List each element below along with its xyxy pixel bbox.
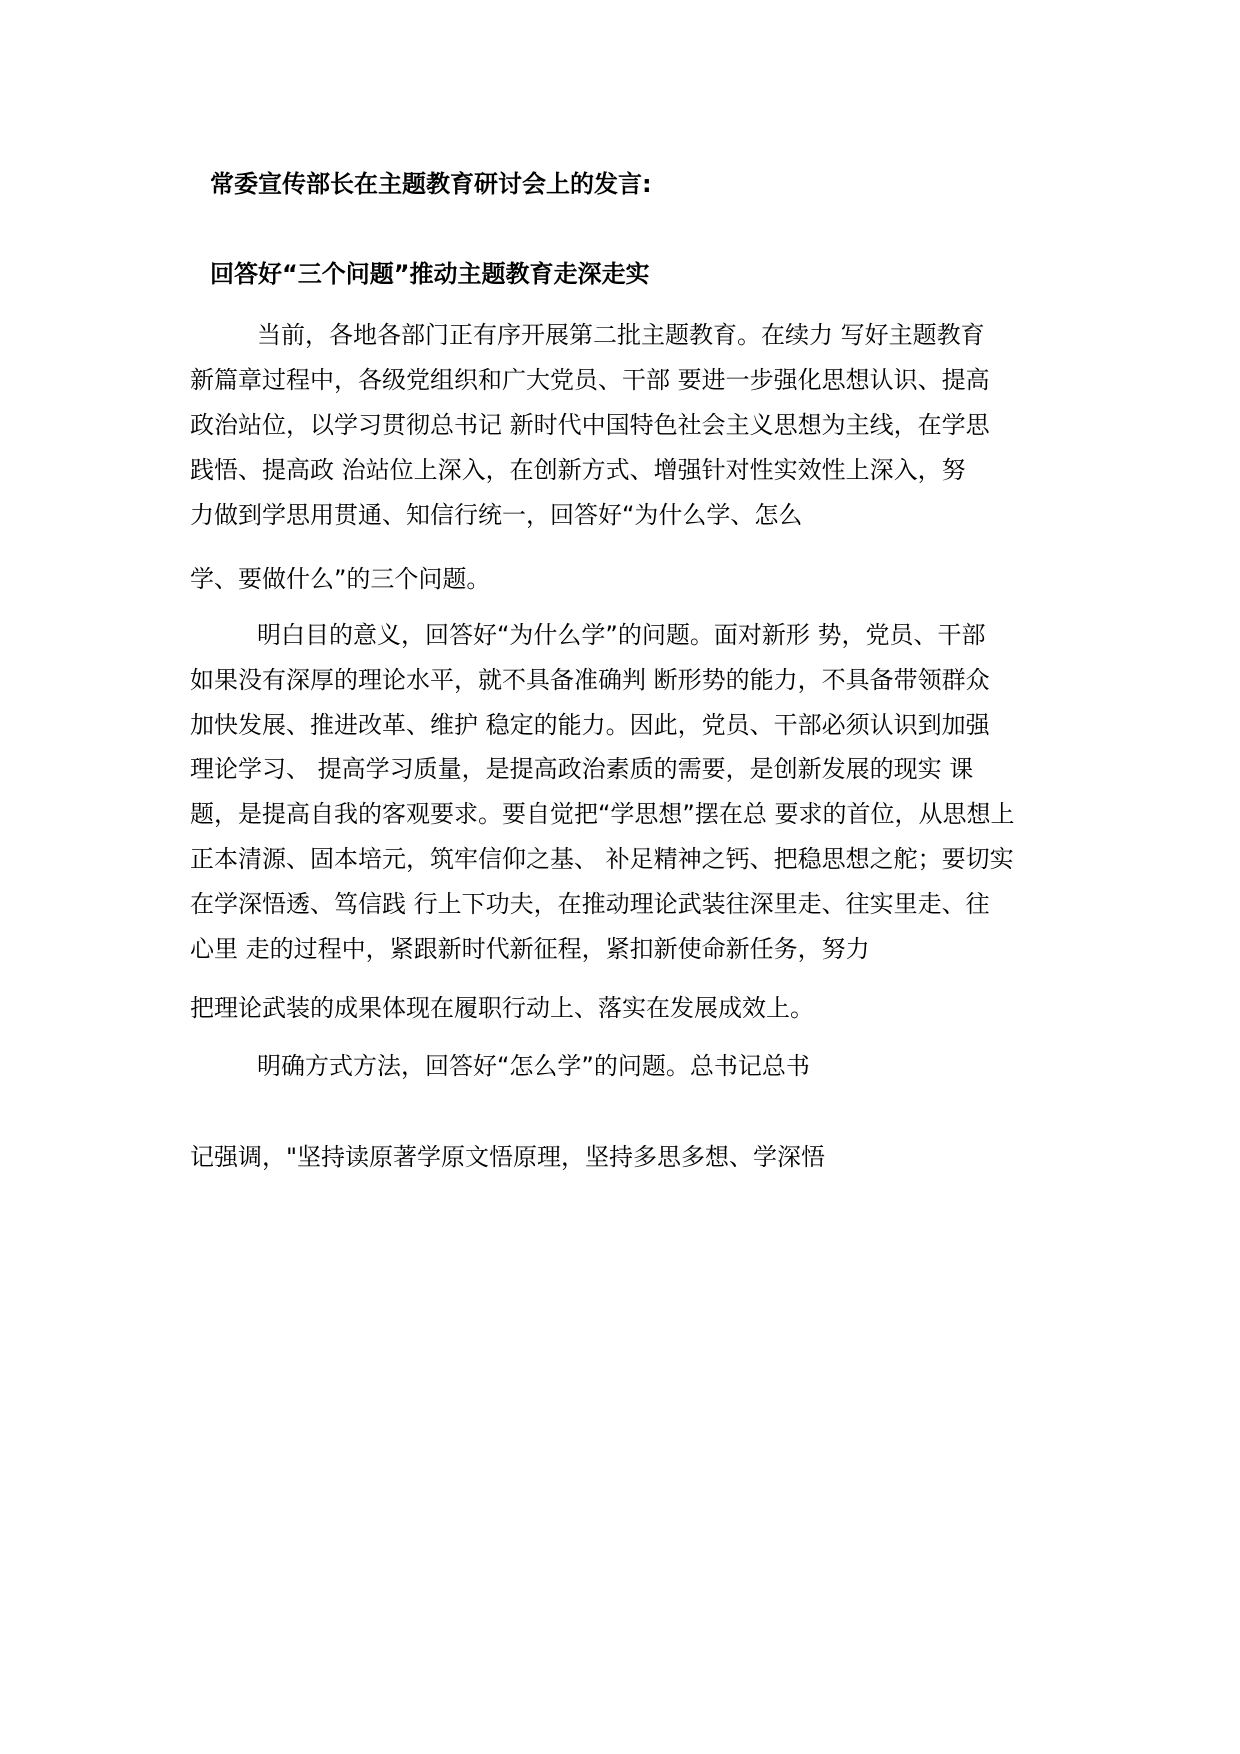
paragraph-2-line-3: 加快发展、推进改革、维护 稳定的能力。因此，党员、干部必须认识到加强 <box>190 711 990 739</box>
document-heading-speech-title: 常委宣传部长在主题教育研讨会上的发言: <box>210 170 652 198</box>
paragraph-2-line-7: 在学深悟透、笃信践 行上下功夫，在推动理论武装往深里走、往实里走、往 <box>190 890 990 918</box>
paragraph-2-line-6: 正本清源、固本培元，筑牢信仰之基、 补足精神之钙、把稳思想之舵；要切实 <box>190 845 1014 873</box>
paragraph-1-line-1: 当前，各地各部门正有序开展第二批主题教育。在续力 写好主题教育 <box>257 321 985 349</box>
paragraph-1-line-5: 力做到学思用贯通、知信行统一，回答好“为什么学、怎么 <box>190 501 803 529</box>
paragraph-2-line-8: 心里 走的过程中，紧跟新时代新征程，紧扣新使命新任务，努力 <box>190 935 870 963</box>
paragraph-2-line-1: 明白目的意义，回答好“为什么学”的问题。面对新形 势，党员、干部 <box>257 621 986 649</box>
paragraph-2-line-4: 理论学习、 提高学习质量，是提高政治素质的需要，是创新发展的现实 课 <box>190 755 974 783</box>
paragraph-1-line-6: 学、要做什么”的三个问题。 <box>190 565 491 593</box>
paragraph-1-line-3: 政治站位，以学习贯彻总书记 新时代中国特色社会主义思想为主线，在学思 <box>190 411 990 439</box>
paragraph-2-line-2: 如果没有深厚的理论水平，就不具备准确判 断形势的能力，不具备带领群众 <box>190 666 990 694</box>
document-heading-article-title: 回答好“三个问题”推动主题教育走深走实 <box>210 260 650 288</box>
paragraph-3-line-1: 明确方式方法，回答好“怎么学”的问题。总书记总书 <box>257 1052 810 1080</box>
paragraph-2-line-9: 把理论武装的成果体现在履职行动上、落实在发展成效上。 <box>190 994 814 1022</box>
paragraph-1-line-2: 新篇章过程中，各级党组织和广大党员、干部 要进一步强化思想认识、提高 <box>190 366 990 394</box>
paragraph-3-line-2: 记强调，"坚持读原著学原文悟原理，坚持多思多想、学深悟 <box>190 1143 826 1171</box>
paragraph-1-line-4: 践悟、提高政 治站位上深入，在创新方式、增强针对性实效性上深入，努 <box>190 456 966 484</box>
paragraph-2-line-5: 题，是提高自我的客观要求。要自觉把“学思想”摆在总 要求的首位，从思想上 <box>190 800 1015 828</box>
